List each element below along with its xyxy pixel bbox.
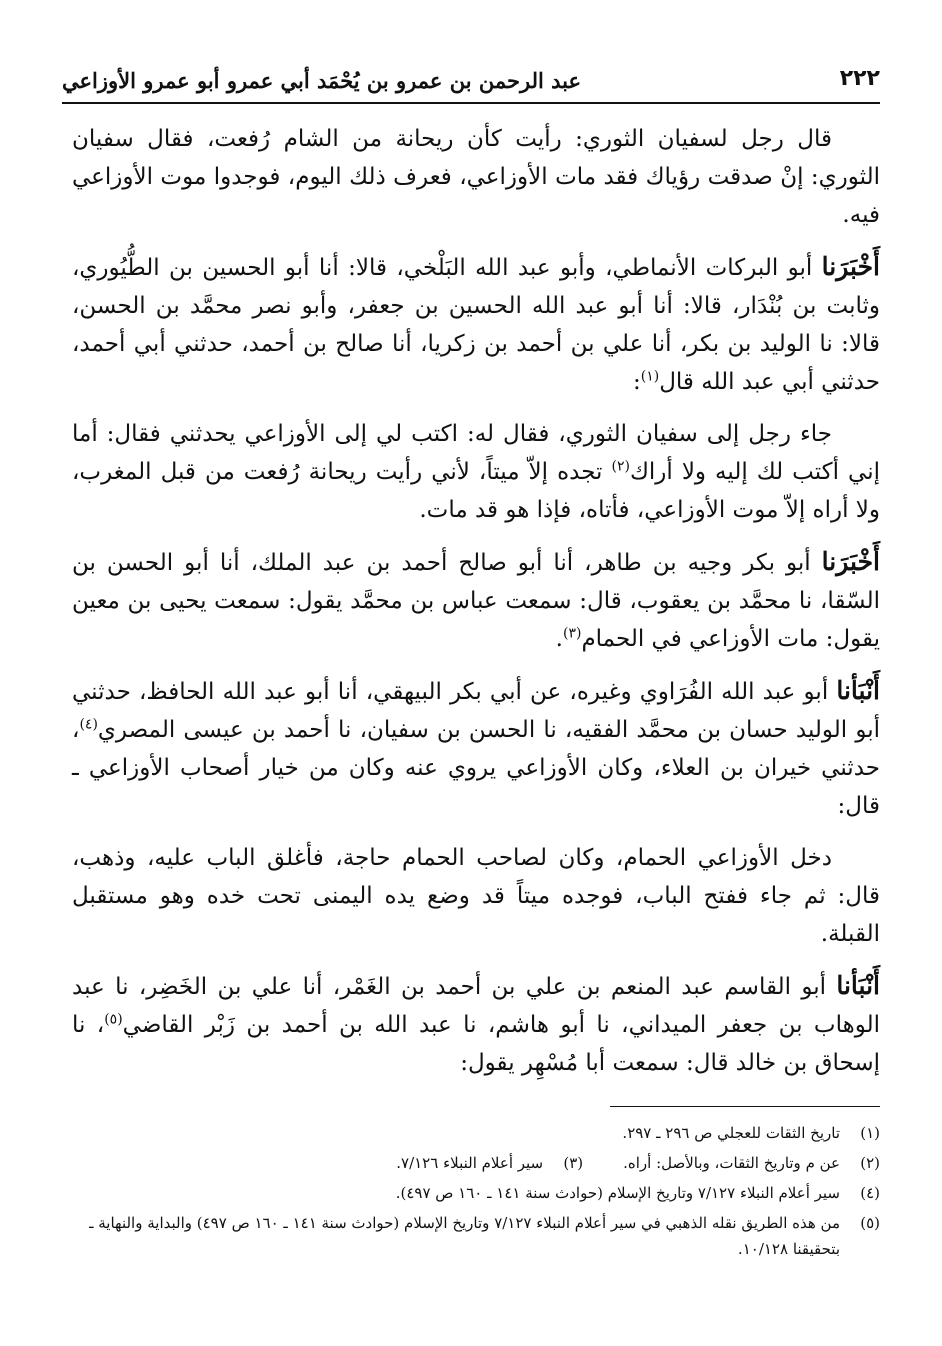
footnote-number: (١) (860, 1124, 880, 1142)
footnote-marker[interactable]: (١) (640, 368, 660, 385)
paragraph (72, 120, 880, 234)
footnote-marker[interactable]: (٣) (562, 625, 582, 642)
footnote-number: (٥) (860, 1214, 880, 1232)
page-header (62, 60, 880, 104)
paragraph-text: أبو عبد الله الفُرَاوي وغيره، عن أبي بكر البيهقي، أنا أبو عبد الله الحافظ، حدثني أبو الوليد حسان بن محمَّد الفقيه، نا الحسن بن سفيان، نا أحمد بن عيسى المصري (72, 679, 880, 743)
footnote-marker[interactable]: (٤) (79, 716, 98, 733)
paragraph (72, 839, 880, 953)
footnote (72, 1120, 880, 1146)
footnote-row (72, 1150, 880, 1180)
paragraph-text: أبو القاسم عبد المنعم بن علي بن أحمد بن الغَمْر، أنا علي بن الخَضِر، نا عبد الوهاب بن جعفر الميداني، نا أبو هاشم، نا عبد الله بن أحمد بن زَبْر القاضي (72, 974, 880, 1038)
footnote-number: (٤) (860, 1184, 880, 1202)
paragraph-text-tail: : (632, 369, 641, 395)
paragraph-text: أبو بكر وجيه بن طاهر، أنا أبو صالح أحمد بن عبد الملك، أنا أبو الحسن بن السّقا، نا محمَّد بن يعقوب، قال: سمعت عباس بن محمَّد يقول: سمعت يحيى بن معين يقول: مات الأوزاعي في الحمام (72, 550, 880, 652)
footnote (623, 1150, 880, 1176)
footnotes (72, 1120, 880, 1266)
paragraph (72, 543, 880, 658)
paragraph-text: قال رجل لسفيان الثوري: رأيت كأن ريحانة من الشام رُفعت، فقال سفيان الثوري: إنْ صدقت رؤياك فقد مات الأوزاعي، فعرف ذلك اليوم، فوجدوا موت الأوزاعي فيه. (72, 126, 880, 228)
paragraph-text: جاء رجل إلى سفيان الثوري، فقال له: اكتب لي إلى الأوزاعي يحدثني فقال: أما إني أكتب لك إليه ولا أراك (72, 421, 880, 485)
footnote-text: من هذه الطريق نقله الذهبي في سير أعلام النبلاء ٧/١٢٧ وتاريخ الإسلام (حوادث سنة ١٤١ ـ ١٦٠ ص ٤٩٧) والبداية والنهاية ـ بتحقيقنا ١٠/١٢٨. (89, 1214, 840, 1258)
paragraph-text: دخل الأوزاعي الحمام، وكان لصاحب الحمام حاجة، فأغلق الباب عليه، وذهب، قال: ثم جاء ففتح الباب، فوجده ميتاً قد وضع يده اليمنى تحت خده وهو مستقبل القبلة. (72, 845, 880, 947)
footnote (72, 1210, 880, 1262)
footnote-text: عن م وتاريخ الثقات، وبالأصل: أراه. (623, 1154, 840, 1172)
footnote-marker[interactable]: (٢) (611, 458, 630, 475)
footnote (396, 1150, 583, 1176)
footnote (72, 1180, 880, 1206)
header-rule (62, 102, 880, 104)
paragraph-text: أبو البركات الأنماطي، وأبو عبد الله البَلْخي، قالا: أنا أبو الحسين بن الطُّيُوري، وثابت بن بُنْدَار، قالا: أنا أبو عبد الله الحسين بن جعفر، وأبو نصر محمَّد بن الحسن، قالا: نا الوليد بن بكر، أنا علي بن أحمد بن زكريا، أنا صالح بن أحمد، حدثني أبي أحمد، حدثني أبي عبد الله قال (72, 255, 880, 395)
paragraph (72, 415, 880, 529)
page-number: ٢٢٢ (839, 66, 880, 91)
paragraph-text-tail: . (555, 626, 563, 652)
paragraph-text-tail: تجده إلاّ ميتاً، لأني رأيت ريحانة رُفعت من قبل المغرب، ولا أراه إلاّ موت الأوزاعي، فأتاه، فإذا هو قد مات. (72, 459, 880, 523)
footnote-number: (٢) (860, 1154, 880, 1172)
paragraph (72, 672, 880, 825)
paragraph (72, 967, 880, 1082)
footnote-rule (610, 1106, 880, 1107)
isnad-lead-word: أَخْبَرَنا (821, 252, 880, 281)
running-title: عبد الرحمن بن عمرو بن يُحْمَد أبي عمرو أبو عمرو الأوزاعي (62, 68, 582, 93)
footnote-number: (٣) (563, 1154, 584, 1172)
isnad-lead-word: أَنْبَأنا (836, 676, 880, 705)
main-text (72, 120, 880, 1096)
footnote-marker[interactable]: (٥) (104, 1011, 123, 1028)
paragraph-text-tail: ، حدثني خيران بن العلاء، وكان الأوزاعي يروي عنه وكان من خيار أصحاب الأوزاعي ـ قال: (72, 717, 880, 819)
paragraph-text-tail: ، نا إسحاق بن خالد قال: سمعت أبا مُسْهِر يقول: (72, 1012, 880, 1076)
isnad-lead-word: أَخْبَرَنا (821, 547, 880, 576)
isnad-lead-word: أَنْبَأنا (836, 971, 880, 1000)
footnote-text: تاريخ الثقات للعجلي ص ٢٩٦ ـ ٢٩٧. (622, 1124, 840, 1142)
footnote-text: سير أعلام النبلاء ٧/١٢٧ وتاريخ الإسلام (حوادث سنة ١٤١ ـ ١٦٠ ص ٤٩٧). (395, 1184, 840, 1202)
paragraph (72, 248, 880, 401)
footnote-text: سير أعلام النبلاء ٧/١٢٦. (396, 1154, 544, 1172)
